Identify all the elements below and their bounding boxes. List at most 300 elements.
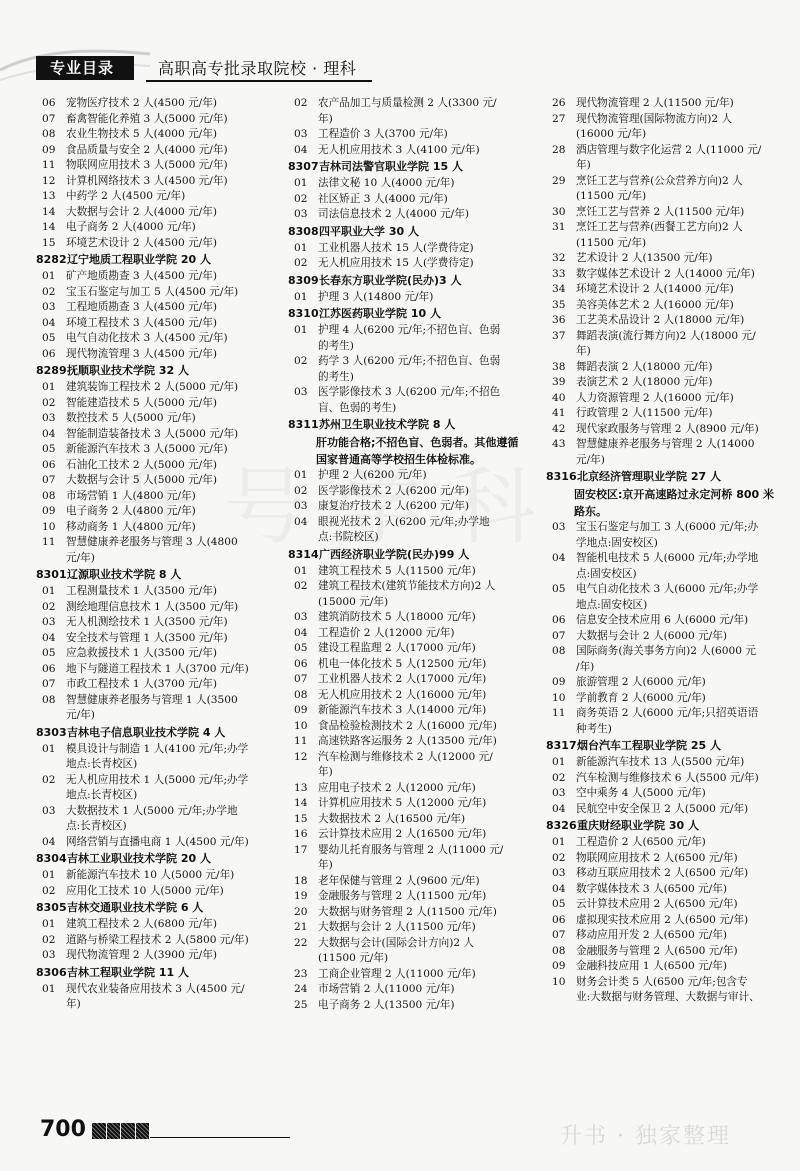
major-code: 09: [552, 960, 566, 972]
major-code: 05: [42, 647, 56, 659]
major-text: 物联网应用技术 2 人(6500 元/年): [576, 851, 738, 864]
major-text: 信息安全技术应用 6 人(6000 元/年): [576, 614, 749, 626]
major-text: 财务会计类 5 人(6500 元/年;包含专 业:大数据与财务管理、大数据与审计、: [576, 975, 760, 1003]
page-title: 高职高专批录取院校 · 理科: [158, 59, 357, 78]
major-code: 22: [294, 936, 308, 949]
major-text: 眼视光技术 2 人(6200 元/年;办学地 点:书院校区): [318, 515, 490, 543]
major-code: 01: [294, 469, 308, 481]
major-code: 07: [552, 929, 566, 941]
major-entry: [546, 267, 786, 283]
major-code: 03: [294, 208, 308, 220]
major-text: 法律文秘 10 人(4000 元/年): [318, 177, 455, 189]
major-text: 工程地质勘查 3 人(4500 元/年): [66, 301, 217, 313]
major-entry: [546, 944, 786, 960]
major-text: 医学影像技术 3 人(6200 元/年;不招色 盲、色弱的考生): [318, 386, 501, 414]
major-entry: [36, 442, 278, 458]
major-entry: [288, 889, 536, 905]
major-entry: [546, 882, 786, 898]
major-entry: [288, 354, 536, 385]
major-text: 农业生物技术 5 人(4000 元/年): [66, 128, 217, 140]
school-name: 吉林交通职业技术学院 6 人: [67, 901, 204, 914]
major-entry: [36, 427, 278, 443]
major-entry: [36, 380, 278, 396]
major-text: 烹饪工艺与营养 2 人(11500 元/年): [576, 205, 745, 218]
major-code: 04: [42, 631, 56, 644]
major-code: 07: [42, 112, 56, 125]
major-text: 工程造价 3 人(3700 元/年): [318, 128, 448, 140]
major-text: 护理 4 人(6200 元/年;不招色盲、色弱 的考生): [318, 324, 501, 352]
major-entry: [288, 241, 536, 257]
major-code: 33: [552, 267, 566, 280]
major-entry: [546, 691, 786, 707]
major-entry: [36, 112, 278, 128]
major-text: 智能制造装备技术 3 人(5000 元/年): [66, 427, 239, 440]
major-code: 01: [294, 564, 308, 577]
major-code: 01: [42, 270, 56, 282]
major-code: 02: [42, 600, 56, 613]
major-code: 04: [552, 552, 566, 564]
footer-pattern-bar: [92, 1123, 150, 1139]
major-code: 04: [294, 143, 308, 156]
major-text: 烹饪工艺与营养(西餐工艺方向)2 人 (11500 元/年): [576, 221, 743, 249]
column-middle: [288, 96, 536, 1013]
major-entry: [288, 843, 536, 874]
major-code: 01: [42, 742, 56, 755]
major-entry: [36, 804, 278, 835]
major-code: 04: [552, 802, 566, 815]
major-code: 03: [552, 787, 566, 799]
major-code: 01: [294, 290, 308, 303]
major-code: 01: [552, 756, 566, 768]
major-text: 智慧健康养老服务与管理 3 人(4800 元/年): [66, 536, 238, 564]
major-text: 现代家政服务与管理 2 人(8900 元/年): [576, 422, 759, 435]
major-code: 04: [294, 626, 308, 639]
footer-rule: [150, 1137, 290, 1138]
major-entry: [288, 610, 536, 626]
major-entry: [546, 866, 786, 882]
major-entry: [546, 520, 786, 551]
major-code: 14: [294, 797, 308, 809]
footer-watermark: 升书 · 独家整理: [560, 1124, 731, 1149]
major-text: 电子商务 2 人(4000 元/年): [66, 221, 196, 233]
major-entry: [546, 959, 786, 975]
major-text: 安全技术与管理 1 人(3500 元/年): [66, 631, 228, 644]
major-entry: [36, 631, 278, 647]
major-code: 20: [294, 905, 308, 918]
major-code: 05: [294, 642, 308, 654]
major-entry: [288, 750, 536, 781]
major-entry: [36, 520, 278, 536]
column-left: [36, 96, 278, 1013]
major-entry: [288, 192, 536, 208]
major-entry: [36, 584, 278, 600]
major-text: 云计算技术应用 2 人(6500 元/年): [576, 898, 738, 910]
major-entry: [36, 773, 278, 804]
major-code: 10: [294, 719, 308, 732]
major-code: 37: [552, 329, 566, 342]
major-entry: [288, 323, 536, 354]
major-entry: [288, 484, 536, 500]
major-text: 移动互联应用技术 2 人(6500 元/年): [576, 867, 749, 879]
major-text: 金融服务与管理 2 人(11500 元/年): [318, 890, 487, 902]
major-entry: [288, 515, 536, 546]
major-code: 38: [552, 360, 566, 373]
major-code: 10: [552, 691, 566, 704]
major-entry: [288, 207, 536, 223]
major-code: 26: [552, 97, 566, 109]
school-code: 8317: [546, 739, 577, 752]
major-code: 32: [552, 252, 566, 264]
major-text: 汽车检测与维修技术 2 人(12000 元/ 年): [318, 750, 493, 778]
major-entry: [36, 948, 278, 964]
school-code: 8307: [288, 160, 319, 173]
major-code: 03: [552, 867, 566, 879]
major-text: 金融服务与管理 2 人(6500 元/年): [576, 944, 738, 957]
major-text: 大数据与会计(国际会计方向)2 人 (11500 元/年): [318, 936, 475, 964]
major-entry: [546, 975, 786, 1006]
major-entry: [546, 174, 786, 205]
major-text: 大数据与会计 2 人(6000 元/年): [576, 629, 727, 642]
major-text: 智慧健康养老服务与管理 1 人(3500 元/年): [66, 693, 238, 721]
major-entry: [36, 933, 278, 949]
major-code: 13: [294, 781, 308, 794]
major-text: 建筑工程技术 5 人(11500 元/年): [318, 564, 476, 577]
major-code: 03: [42, 949, 56, 961]
major-entry: [36, 96, 278, 112]
major-text: 舞蹈表演(流行舞方向)2 人(18000 元/ 年): [576, 329, 756, 357]
major-code: 04: [42, 835, 56, 848]
major-entry: [546, 755, 786, 771]
major-text: 大数据与财务管理 2 人(11500 元/年): [318, 905, 497, 918]
major-text: 数控技术 5 人(5000 元/年): [66, 412, 196, 424]
major-entry: [546, 375, 786, 391]
major-text: 美容美体艺术 2 人(16000 元/年): [576, 298, 734, 311]
school-header: [36, 251, 278, 269]
major-code: 01: [294, 241, 308, 254]
major-text: 汽车检测与维修技术 6 人(5500 元/年): [576, 771, 759, 784]
major-code: 08: [42, 489, 56, 502]
major-entry: [36, 677, 278, 693]
major-entry: [546, 675, 786, 691]
major-code: 02: [294, 97, 308, 109]
header-underline: [146, 80, 372, 82]
major-code: 07: [42, 474, 56, 486]
major-entry: [546, 313, 786, 329]
major-code: 01: [294, 324, 308, 336]
major-code: 08: [552, 645, 566, 657]
school-code: 8282: [36, 253, 67, 266]
major-entry: [288, 579, 536, 610]
major-entry: [36, 174, 278, 190]
major-text: 云计算技术应用 2 人(16500 元/年): [318, 828, 487, 840]
major-code: 03: [42, 301, 56, 313]
major-entry: [546, 112, 786, 143]
major-entry: [288, 812, 536, 828]
major-code: 01: [42, 982, 56, 995]
major-entry: [546, 360, 786, 376]
major-text: 食品检验检测技术 2 人(16000 元/年): [318, 719, 497, 732]
major-text: 智能机电技术 5 人(6000 元/年;办学地 点:固安校区): [576, 552, 759, 580]
major-entry: [36, 331, 278, 347]
major-code: 29: [552, 174, 566, 187]
school-name: 吉林电子信息职业技术学院 4 人: [67, 725, 226, 739]
school-name: 长春东方职业学院(民办)3 人: [319, 273, 462, 287]
major-code: 05: [42, 332, 56, 344]
school-code: 8311: [288, 418, 319, 431]
major-code: 14: [42, 205, 56, 218]
major-entry: [36, 396, 278, 412]
major-text: 测绘地理信息技术 1 人(3500 元/年): [66, 600, 239, 613]
school-header: [288, 223, 536, 241]
school-name: 吉林工程职业学院 11 人: [67, 965, 189, 979]
column-right: [546, 96, 786, 1006]
major-code: 04: [42, 427, 56, 440]
major-entry: [36, 600, 278, 616]
school-header: [546, 817, 786, 835]
school-header: [288, 305, 536, 323]
major-text: 无人机应用技术 2 人(16000 元/年): [318, 688, 487, 701]
major-text: 工业机器人技术 15 人(学费待定): [318, 241, 474, 254]
major-code: 10: [552, 975, 566, 988]
major-entry: [36, 458, 278, 474]
major-text: 学前教育 2 人(6000 元/年): [576, 691, 706, 704]
major-entry: [288, 688, 536, 704]
major-code: 13: [42, 190, 56, 202]
major-text: 护理 2 人(6200 元/年): [318, 469, 427, 481]
major-text: 烹饪工艺与营养(公众营养方向)2 人 (11500 元/年): [576, 174, 743, 202]
school-code: 8314: [288, 547, 319, 561]
school-name: 辽源职业技术学院 8 人: [67, 568, 182, 581]
major-code: 10: [42, 520, 56, 533]
major-code: 03: [294, 128, 308, 140]
major-code: 03: [294, 500, 308, 512]
major-text: 工商企业管理 2 人(11000 元/年): [318, 967, 476, 980]
major-code: 04: [42, 316, 56, 329]
major-text: 老年保健与管理 2 人(9600 元/年): [318, 874, 480, 887]
school-header: [288, 272, 536, 290]
major-entry: [36, 884, 278, 900]
major-entry: [546, 551, 786, 582]
major-code: 02: [42, 773, 56, 786]
major-text: 应用电子技术 2 人(12000 元/年): [318, 781, 476, 794]
major-entry: [546, 835, 786, 851]
major-code: 25: [294, 998, 308, 1011]
major-code: 35: [552, 298, 566, 311]
major-entry: [36, 285, 278, 301]
major-entry: [288, 468, 536, 484]
major-text: 新能源汽车技术 13 人(5500 元/年): [576, 756, 745, 768]
major-entry: [546, 282, 786, 298]
major-code: 07: [42, 678, 56, 690]
major-entry: [288, 176, 536, 192]
major-text: 婴幼儿托育服务与管理 2 人(11000 元/ 年): [318, 843, 504, 871]
major-text: 商务英语 2 人(6000 元/年;只招英语语 种考生): [576, 707, 759, 735]
major-code: 01: [42, 585, 56, 597]
major-text: 行政管理 2 人(11500 元/年): [576, 407, 713, 419]
school-header: [36, 899, 278, 917]
major-text: 国际商务(海关事务方向)2 人(6000 元 /年): [576, 645, 756, 673]
major-code: 36: [552, 314, 566, 326]
major-code: 02: [552, 851, 566, 864]
major-code: 02: [42, 884, 56, 897]
major-code: 02: [294, 484, 308, 497]
major-text: 智能建造技术 5 人(5000 元/年): [66, 396, 217, 409]
major-text: 艺术设计 2 人(13500 元/年): [576, 252, 713, 264]
major-text: 矿产地质勘查 3 人(4500 元/年): [66, 270, 217, 282]
major-code: 31: [552, 221, 566, 233]
major-entry: [546, 771, 786, 787]
major-code: 02: [42, 933, 56, 946]
school-code: 8303: [36, 725, 67, 739]
section-tab: 专业目录: [36, 56, 134, 80]
major-text: 高速铁路客运服务 2 人(13500 元/年): [318, 735, 497, 747]
school-name: 抚顺职业技术学院 32 人: [67, 364, 189, 377]
major-text: 石油化工技术 2 人(5000 元/年): [66, 458, 217, 471]
school-name: 广西经济职业学院(民办)99 人: [319, 547, 470, 561]
major-code: 40: [552, 391, 566, 404]
major-code: 06: [42, 97, 56, 109]
major-entry: [288, 626, 536, 642]
major-code: 06: [552, 913, 566, 926]
major-code: 09: [552, 676, 566, 688]
major-code: 08: [42, 693, 56, 706]
major-text: 药学 3 人(6200 元/年;不招色盲、色弱 的考生): [318, 355, 501, 383]
major-text: 数字媒体艺术设计 2 人(14000 元/年): [576, 267, 755, 280]
major-code: 05: [42, 443, 56, 455]
major-code: 30: [552, 205, 566, 218]
major-entry: [546, 329, 786, 360]
major-entry: [36, 693, 278, 724]
major-entry: [288, 385, 536, 416]
major-text: 电气自动化技术 3 人(6000 元/年;办学 地点:固安校区): [576, 583, 759, 611]
school-name: 吉林工业职业技术学院 20 人: [67, 852, 211, 865]
major-text: 酒店管理与数字化运营 2 人(11000 元/ 年): [576, 143, 762, 171]
major-entry: [546, 96, 786, 112]
major-entry: [36, 615, 278, 631]
major-entry: [36, 917, 278, 933]
page-number: 700: [40, 1117, 86, 1142]
major-entry: [288, 874, 536, 890]
major-text: 畜禽智能化养殖 3 人(5000 元/年): [66, 112, 228, 125]
school-name: 重庆财经职业学院 30 人: [577, 819, 699, 832]
major-code: 03: [294, 386, 308, 398]
major-text: 舞蹈表演 2 人(18000 元/年): [576, 360, 713, 373]
major-text: 电子商务 2 人(13500 元/年): [318, 998, 455, 1011]
major-code: 08: [552, 944, 566, 957]
major-text: 市场营销 1 人(4800 元/年): [66, 489, 196, 502]
major-entry: [288, 641, 536, 657]
major-entry: [36, 158, 278, 174]
major-entry: [546, 391, 786, 407]
major-text: 人力资源管理 2 人(16000 元/年): [576, 391, 734, 404]
major-code: 19: [294, 890, 308, 902]
major-entry: [288, 796, 536, 812]
major-text: 宠物医疗技术 2 人(4500 元/年): [66, 97, 217, 109]
major-entry: [36, 982, 278, 1013]
major-code: 15: [42, 236, 56, 249]
major-text: 建筑工程技术(建筑节能技术方向)2 人 (15000 元/年): [318, 580, 496, 608]
major-entry: [288, 982, 536, 998]
major-text: 机电一体化技术 5 人(12500 元/年): [318, 657, 487, 670]
major-code: 03: [42, 804, 56, 817]
major-text: 新能源汽车技术 10 人(5000 元/年): [66, 869, 235, 881]
major-text: 大数据技术 2 人(16500 元/年): [318, 812, 466, 825]
major-code: 24: [294, 983, 308, 995]
major-text: 大数据技术 1 人(5000 元/年;办学地 点:长青校区): [66, 804, 238, 832]
major-text: 旅游管理 2 人(6000 元/年): [576, 676, 706, 688]
major-text: 工程造价 2 人(6500 元/年): [576, 836, 706, 848]
major-text: 虚拟现实技术应用 2 人(6500 元/年): [576, 913, 749, 926]
major-text: 移动应用开发 2 人(6500 元/年): [576, 929, 727, 941]
major-code: 21: [294, 921, 308, 933]
major-code: 01: [294, 177, 308, 189]
major-text: 康复治疗技术 2 人(6200 元/年): [318, 500, 469, 512]
major-code: 09: [42, 505, 56, 517]
school-header: [546, 468, 786, 486]
major-text: 无人机测绘技术 1 人(3500 元/年): [66, 616, 228, 628]
school-code: 8316: [546, 470, 577, 483]
major-text: 大数据与会计 5 人(5000 元/年): [66, 474, 217, 486]
major-entry: [36, 347, 278, 363]
major-entry: [36, 473, 278, 489]
major-entry: [546, 406, 786, 422]
major-text: 空中乘务 4 人(5000 元/年): [576, 787, 706, 799]
major-entry: [288, 781, 536, 797]
school-name: 辽宁地质工程职业学院 20 人: [67, 253, 211, 266]
school-header: [288, 416, 536, 434]
school-note: 固安校区:京开高速路过永定河桥 800 米 路东。: [574, 488, 775, 518]
major-code: 07: [294, 673, 308, 685]
major-entry: [36, 835, 278, 851]
major-code: 09: [42, 143, 56, 156]
major-code: 41: [552, 407, 566, 419]
major-text: 现代农业装备应用技术 3 人(4500 元/ 年): [66, 982, 245, 1010]
major-entry: [36, 236, 278, 252]
major-text: 网络营销与直播电商 1 人(4500 元/年): [66, 835, 249, 848]
major-entry: [36, 300, 278, 316]
school-code: 8304: [36, 852, 67, 865]
major-code: 03: [42, 412, 56, 424]
major-code: 03: [552, 521, 566, 533]
major-text: 环境艺术设计 2 人(14000 元/年): [576, 283, 734, 295]
major-code: 02: [294, 192, 308, 205]
major-code: 06: [552, 614, 566, 626]
major-entry: [288, 672, 536, 688]
major-text: 道路与桥梁工程技术 2 人(5800 元/年): [66, 933, 249, 946]
school-header: [36, 724, 278, 742]
major-text: 工程造价 2 人(12000 元/年): [318, 626, 455, 639]
major-code: 06: [294, 657, 308, 670]
major-code: 01: [42, 918, 56, 930]
major-text: 环境工程技术 3 人(4500 元/年): [66, 316, 217, 329]
major-text: 民航空中安全保卫 2 人(5000 元/年): [576, 802, 749, 815]
school-code: 8309: [288, 273, 319, 287]
major-entry: [288, 920, 536, 936]
school-code: 8305: [36, 901, 67, 914]
major-text: 应用化工技术 10 人(5000 元/年): [66, 884, 224, 897]
major-entry: [546, 629, 786, 645]
major-entry: [36, 205, 278, 221]
major-entry: [288, 936, 536, 967]
major-entry: [546, 786, 786, 802]
major-entry: [36, 269, 278, 285]
school-note: 肝功能合格;不招色盲、色弱者。其他遵循 国家普通高等学校招生体检标准。: [316, 436, 519, 466]
major-entry: [288, 719, 536, 735]
major-text: 计算机网络技术 3 人(4500 元/年): [66, 174, 228, 187]
major-entry: [546, 706, 786, 737]
school-name: 烟台汽车工程职业学院 25 人: [577, 739, 721, 752]
major-text: 大数据与会计 2 人(11500 元/年): [318, 921, 476, 933]
